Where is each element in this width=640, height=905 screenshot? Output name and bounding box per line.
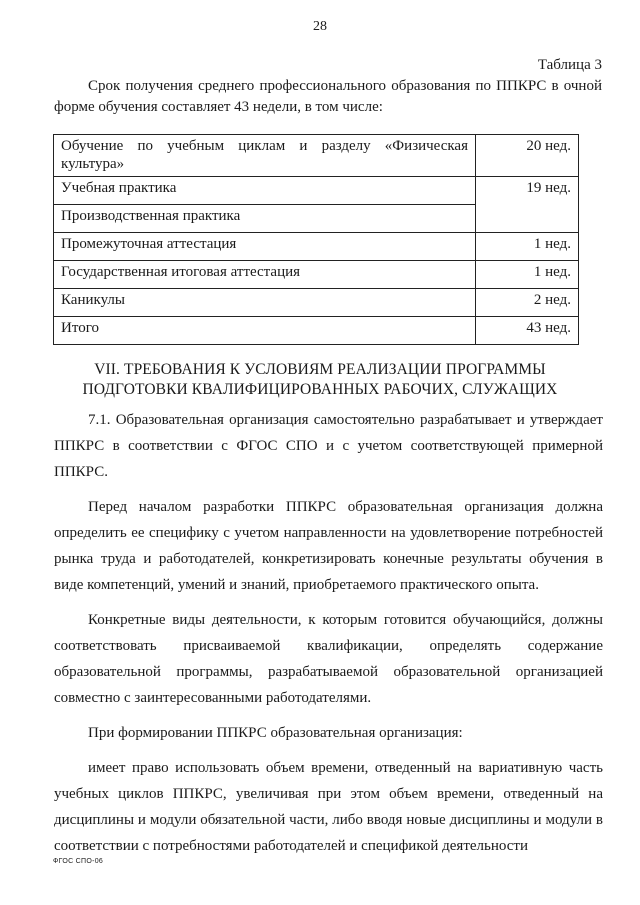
paragraph: При формировании ППКРС образовательная организация: — [88, 725, 463, 741]
table-cell-value: 43 нед. — [476, 317, 579, 345]
table-row — [54, 135, 579, 177]
paragraph: имеет право использовать объем времени, отведенный на вариативную часть учебных циклов ППКРС, увеличивая при этом объем времени, отведенный на дисциплины и модули обязательной части, либо вводя новые дисциплины и модули в соответствии с потребностями работодателей и спецификой деятельности — [54, 760, 603, 854]
table-cell-label: Государственная итоговая аттестация — [54, 261, 476, 289]
section-heading-line: VII. ТРЕБОВАНИЯ К УСЛОВИЯМ РЕАЛИЗАЦИИ ПРОГРАММЫ — [94, 361, 546, 378]
paragraph: 7.1. Образовательная организация самостоятельно разрабатывает и утверждает ППКРС в соответствии с ФГОС СПО и с учетом соответствующей примерной ППКРС. — [54, 412, 603, 480]
table-cell-value: 1 нед. — [476, 261, 579, 289]
section-heading-line: ПОДГОТОВКИ КВАЛИФИЦИРОВАННЫХ РАБОЧИХ, СЛУЖАЩИХ — [82, 381, 558, 398]
table-label: Таблица 3 — [537, 57, 602, 73]
table-cell-value: 20 нед. — [476, 135, 579, 177]
table-cell-label: Обучение по учебным циклам и разделу «Физическая культура» — [54, 135, 476, 177]
paragraph: Конкретные виды деятельности, к которым готовится обучающийся, должны соответствовать присваиваемой квалификации, определять содержание образовательной программы, разрабатываемой образовательной организацией совместно с заинтересованными работодателями. — [54, 612, 603, 706]
section-body — [54, 407, 603, 868]
table-cell-label: Производственная практика — [54, 205, 476, 233]
table-row — [54, 177, 579, 205]
paragraph: Перед началом разработки ППКРС образовательная организация должна определить ее специфику с учетом направленности на удовлетворение потребностей рынка труда и работодателей, конкретизировать конечные результаты обучения в виде компетенций, умений и знаний, приобретаемого практического опыта. — [54, 499, 603, 593]
table-cell-label: Каникулы — [54, 289, 476, 317]
table-cell-value: 1 нед. — [476, 233, 579, 261]
table-cell-label: Учебная практика — [54, 177, 476, 205]
table-row — [54, 317, 579, 345]
section-heading — [0, 360, 640, 400]
study-duration-table — [53, 134, 579, 345]
footer-code: ФГОС СПО-06 — [53, 858, 104, 865]
table-cell-label: Итого — [54, 317, 476, 345]
table-row — [54, 233, 579, 261]
table-cell-label: Промежуточная аттестация — [54, 233, 476, 261]
intro-paragraph — [54, 76, 602, 118]
table-row — [54, 289, 579, 317]
intro-text: Срок получения среднего профессионального образования по ППКРС в очной форме обучения составляет 43 недели, в том числе: — [54, 78, 602, 115]
table-row — [54, 261, 579, 289]
page-number: 28 — [313, 19, 327, 34]
table-cell-value: 2 нед. — [476, 289, 579, 317]
table-cell-value: 19 нед. — [476, 177, 579, 233]
